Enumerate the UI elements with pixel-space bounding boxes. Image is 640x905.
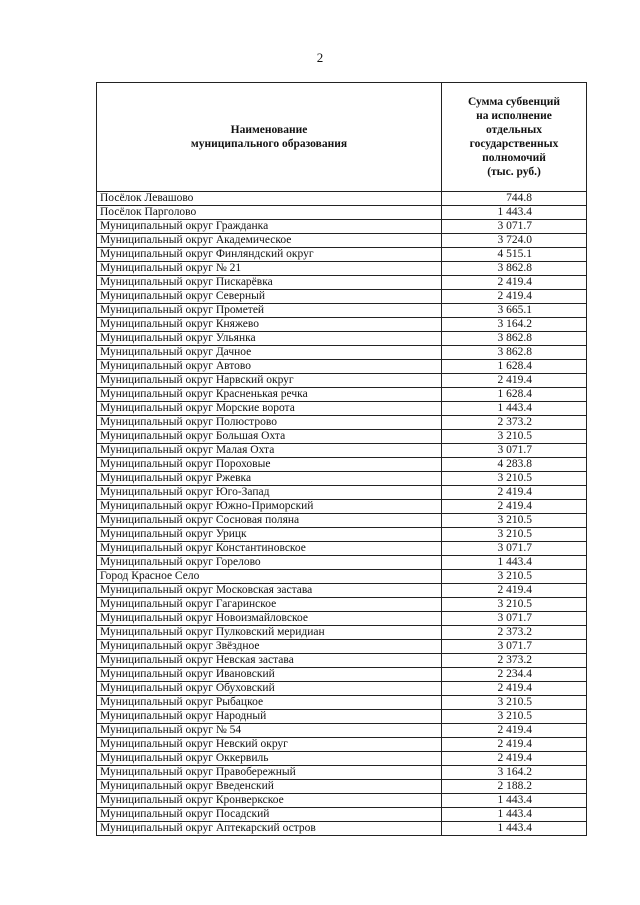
table-row [97,234,587,248]
municipality-name-cell: Муниципальный округ Княжево [97,318,442,332]
subvention-sum-cell: 3 724.0 [442,234,587,248]
subvention-sum-cell: 3 071.7 [442,542,587,556]
table-row [97,738,587,752]
municipality-name-cell: Муниципальный округ Новоизмайловское [97,612,442,626]
municipality-name-cell: Муниципальный округ Посадский [97,808,442,822]
subvention-sum-cell: 2 419.4 [442,276,587,290]
table-body [97,192,587,836]
page-number: 2 [316,50,324,65]
subvention-sum-cell: 744.8 [442,192,587,206]
table-row [97,430,587,444]
table-row [97,220,587,234]
header-sum-line: отдельных [486,124,542,136]
municipality-name-cell: Посёлок Левашово [97,192,442,206]
municipality-name-cell: Муниципальный округ Юго-Запад [97,486,442,500]
municipality-name-cell: Муниципальный округ Полюстрово [97,416,442,430]
subvention-sum-cell: 3 164.2 [442,766,587,780]
table-row [97,444,587,458]
subvention-sum-cell: 4 283.8 [442,458,587,472]
municipality-name-cell: Муниципальный округ Урицк [97,528,442,542]
header-municipality-name [97,83,442,192]
table-row [97,290,587,304]
subvention-sum-cell: 2 373.2 [442,626,587,640]
municipality-name-cell: Муниципальный округ Южно-Приморский [97,500,442,514]
municipality-name-cell: Муниципальный округ Звёздное [97,640,442,654]
subvention-sum-cell: 2 419.4 [442,290,587,304]
subvention-sum-cell: 3 210.5 [442,472,587,486]
table-row [97,710,587,724]
subvention-sum-cell: 1 443.4 [442,794,587,808]
table-row [97,388,587,402]
header-sum-line: государственных [469,138,559,150]
municipality-name-cell: Муниципальный округ Ивановский [97,668,442,682]
table-row [97,626,587,640]
municipality-name-cell: Посёлок Парголово [97,206,442,220]
municipality-name-cell: Муниципальный округ Невский округ [97,738,442,752]
table-row [97,374,587,388]
municipality-name-cell: Муниципальный округ Оккервиль [97,752,442,766]
table-row [97,332,587,346]
subvention-sum-cell: 3 210.5 [442,598,587,612]
table-row [97,668,587,682]
table-row [97,696,587,710]
table-row [97,724,587,738]
subvention-sum-cell: 3 071.7 [442,612,587,626]
municipality-name-cell: Муниципальный округ Обуховский [97,682,442,696]
municipality-name-cell: Муниципальный округ Ржевка [97,472,442,486]
municipality-name-cell: Муниципальный округ Ульянка [97,332,442,346]
subvention-sum-cell: 4 515.1 [442,248,587,262]
table-row [97,528,587,542]
municipality-name-cell: Муниципальный округ Московская застава [97,584,442,598]
subvention-sum-cell: 2 419.4 [442,374,587,388]
municipality-name-cell: Муниципальный округ Невская застава [97,654,442,668]
table-row [97,360,587,374]
municipality-name-cell: Муниципальный округ Автово [97,360,442,374]
header-name-line: муниципального образования [190,138,348,150]
municipality-name-cell: Муниципальный округ Пулковский меридиан [97,626,442,640]
header-subvention-sum [442,83,587,192]
municipality-name-cell: Муниципальный округ Кронверкское [97,794,442,808]
table-row [97,514,587,528]
subvention-sum-cell: 1 443.4 [442,556,587,570]
table-row [97,276,587,290]
municipality-name-cell: Муниципальный округ Гражданка [97,220,442,234]
table-row [97,752,587,766]
subvention-sum-cell: 3 210.5 [442,710,587,724]
municipality-name-cell: Муниципальный округ Аптекарский остров [97,822,442,836]
subvention-sum-cell: 3 862.8 [442,346,587,360]
subvention-sum-cell: 2 419.4 [442,724,587,738]
municipality-name-cell: Муниципальный округ Гагаринское [97,598,442,612]
municipality-name-cell: Муниципальный округ Пискарёвка [97,276,442,290]
table-row [97,780,587,794]
municipality-name-cell: Муниципальный округ Малая Охта [97,444,442,458]
header-sum-line: полномочий [482,152,546,164]
table-row [97,500,587,514]
subvention-sum-cell: 2 234.4 [442,668,587,682]
subvention-sum-cell: 3 071.7 [442,444,587,458]
municipality-name-cell: Муниципальный округ Большая Охта [97,430,442,444]
municipality-name-cell: Муниципальный округ Прометей [97,304,442,318]
subvention-sum-cell: 1 443.4 [442,206,587,220]
subvention-sum-cell: 3 210.5 [442,514,587,528]
table-header-row [97,83,587,192]
municipality-name-cell: Муниципальный округ Красненькая речка [97,388,442,402]
subvention-sum-cell: 1 443.4 [442,822,587,836]
municipality-name-cell: Муниципальный округ Введенский [97,780,442,794]
municipality-name-cell: Муниципальный округ Горелово [97,556,442,570]
subvention-sum-cell: 2 419.4 [442,682,587,696]
subvention-sum-cell: 1 443.4 [442,808,587,822]
subvention-sum-cell: 3 071.7 [442,220,587,234]
subvention-sum-cell: 2 373.2 [442,654,587,668]
municipality-name-cell: Муниципальный округ № 21 [97,262,442,276]
table-row [97,458,587,472]
table-row [97,318,587,332]
municipality-name-cell: Город Красное Село [97,570,442,584]
table-row [97,346,587,360]
table-row [97,682,587,696]
table-row [97,472,587,486]
table-row [97,808,587,822]
subvention-sum-cell: 2 419.4 [442,738,587,752]
subvention-sum-cell: 3 210.5 [442,696,587,710]
table-row [97,640,587,654]
municipality-name-cell: Муниципальный округ Народный [97,710,442,724]
subvention-sum-cell: 2 419.4 [442,752,587,766]
subventions-table [96,82,587,836]
subvention-sum-cell: 1 628.4 [442,388,587,402]
table-row [97,654,587,668]
subvention-sum-cell: 3 210.5 [442,570,587,584]
municipality-name-cell: Муниципальный округ Нарвский округ [97,374,442,388]
subvention-sum-cell: 3 210.5 [442,528,587,542]
municipality-name-cell: Муниципальный округ Пороховые [97,458,442,472]
table-row [97,416,587,430]
table-row [97,794,587,808]
subvention-sum-cell: 2 419.4 [442,486,587,500]
table-row [97,248,587,262]
header-sum-line: (тыс. руб.) [487,166,541,178]
subvention-sum-cell: 2 373.2 [442,416,587,430]
municipality-name-cell: Муниципальный округ Константиновское [97,542,442,556]
municipality-name-cell: Муниципальный округ Морские ворота [97,402,442,416]
table-row [97,304,587,318]
municipality-name-cell: Муниципальный округ Финляндский округ [97,248,442,262]
table-row [97,486,587,500]
municipality-name-cell: Муниципальный округ № 54 [97,724,442,738]
subvention-sum-cell: 3 665.1 [442,304,587,318]
table-row [97,612,587,626]
table-row [97,584,587,598]
municipality-name-cell: Муниципальный округ Академическое [97,234,442,248]
municipality-name-cell: Муниципальный округ Правобережный [97,766,442,780]
header-sum-line: Сумма субвенций [468,96,560,108]
table-row [97,262,587,276]
table-row [97,542,587,556]
table-row [97,570,587,584]
municipality-name-cell: Муниципальный округ Северный [97,290,442,304]
table-row [97,598,587,612]
subvention-sum-cell: 3 862.8 [442,332,587,346]
header-sum-line: на исполнение [476,110,552,122]
municipality-name-cell: Муниципальный округ Сосновая поляна [97,514,442,528]
subvention-sum-cell: 3 210.5 [442,430,587,444]
table-row [97,192,587,206]
table-row [97,822,587,836]
municipality-name-cell: Муниципальный округ Дачное [97,346,442,360]
subvention-sum-cell: 3 071.7 [442,640,587,654]
subvention-sum-cell: 3 164.2 [442,318,587,332]
subvention-sum-cell: 2 188.2 [442,780,587,794]
subvention-sum-cell: 2 419.4 [442,500,587,514]
municipality-name-cell: Муниципальный округ Рыбацкое [97,696,442,710]
table-row [97,766,587,780]
subvention-sum-cell: 3 862.8 [442,262,587,276]
header-name-line: Наименование [230,124,308,136]
table-row [97,402,587,416]
subvention-sum-cell: 2 419.4 [442,584,587,598]
table-row [97,556,587,570]
subvention-sum-cell: 1 443.4 [442,402,587,416]
table-row [97,206,587,220]
subvention-sum-cell: 1 628.4 [442,360,587,374]
